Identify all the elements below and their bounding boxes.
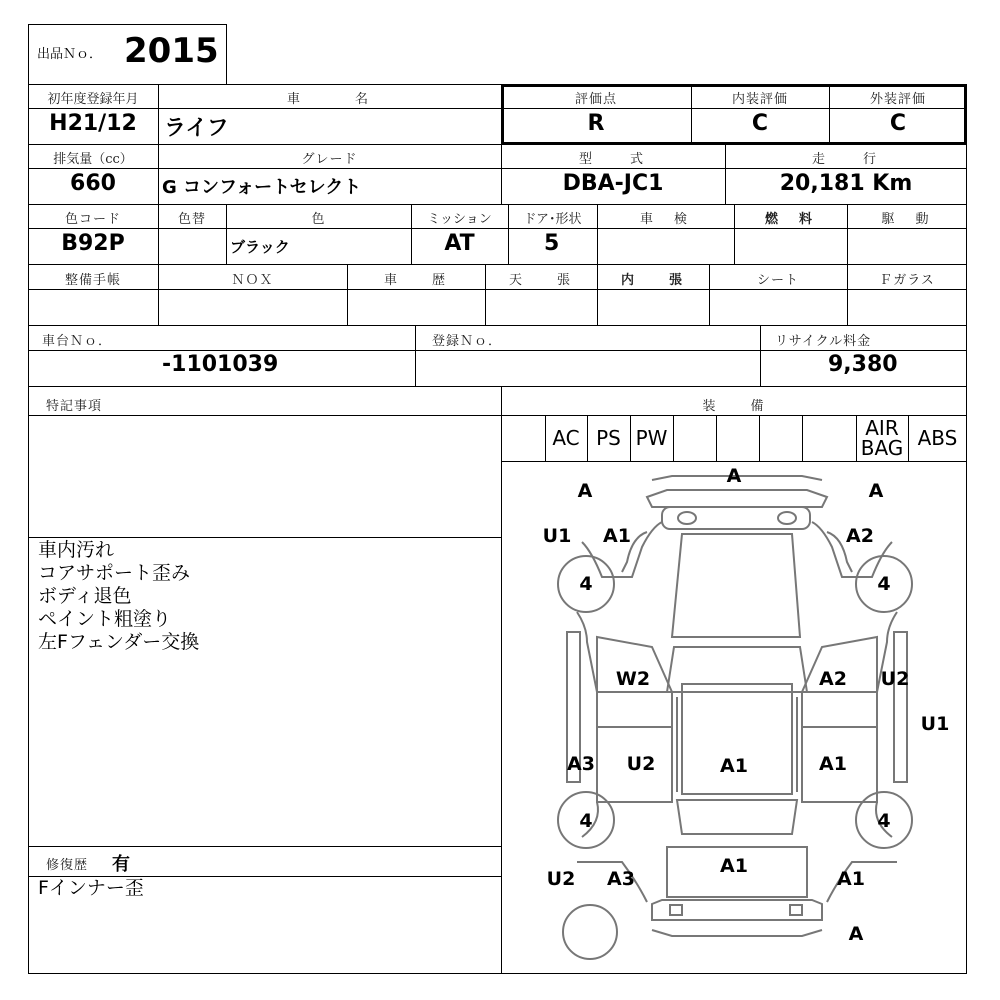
- chassis-value: -1101039: [162, 352, 279, 377]
- car-name-value: ライフ: [164, 116, 229, 141]
- interior-trim-label: 内 張: [620, 273, 685, 288]
- door-value: 5: [544, 231, 560, 256]
- displacement-label: 排気量（cc）: [53, 152, 133, 167]
- mark-a1-left-fender: A1: [603, 525, 631, 547]
- door-label: ドア･形状: [523, 212, 582, 227]
- color-code-value: B92P: [61, 231, 125, 256]
- equip-pw: PW: [635, 426, 668, 450]
- history-label: 車 歴: [383, 273, 448, 288]
- mark-u2-rear-left: U2: [546, 868, 576, 890]
- first-reg-label: 初年度登録年月: [47, 92, 139, 107]
- equip-ac: AC: [552, 426, 580, 450]
- equip-abs: ABS: [917, 426, 958, 450]
- grade-label: グレード: [301, 152, 358, 167]
- exterior-value: C: [889, 111, 907, 136]
- color-value: ブラック: [230, 238, 290, 256]
- car-name-label: 車 名: [286, 92, 372, 107]
- mark-w2: W2: [615, 668, 651, 690]
- reg-no-label: 登録Ｎｏ．: [432, 334, 503, 349]
- mileage-label: 走 行: [811, 152, 880, 167]
- equip-ps: PS: [596, 426, 621, 450]
- displacement-value: 660: [70, 171, 116, 196]
- notes-list: [38, 539, 199, 654]
- repair-history-value: 有: [112, 854, 130, 875]
- score-value: R: [587, 111, 605, 136]
- lot-label: 出品Ｎｏ．: [37, 47, 103, 62]
- note-line: コアサポート歪み: [38, 562, 191, 584]
- grade-value: G コンフォートセレクト: [162, 177, 362, 198]
- mark-a2-right-fender: A2: [846, 525, 874, 547]
- note-line: ボディ退色: [38, 585, 132, 607]
- note-line: ペイント粗塗り: [38, 608, 172, 630]
- mark-u1-right: U1: [920, 713, 950, 735]
- model-value: DBA-JC1: [562, 171, 664, 196]
- first-reg-value: H21/12: [49, 111, 137, 136]
- mark-u2-right: U2: [880, 668, 910, 690]
- fglass-label: Ｆガラス: [879, 273, 935, 288]
- mark-a1-trunk: A1: [720, 855, 748, 877]
- fuel-label: 燃 料: [764, 212, 816, 227]
- inspection-label: 車 検: [639, 212, 691, 227]
- repair-note: Fインナー歪: [38, 877, 144, 899]
- mark-front-center: A: [726, 465, 742, 487]
- recycle-value: 9,380: [828, 352, 898, 377]
- roof-lining-label: 天 張: [508, 273, 573, 288]
- nox-label: ＮＯＸ: [231, 273, 274, 288]
- interior-value: C: [751, 111, 769, 136]
- repair-history-label: 修復歴: [46, 858, 89, 873]
- mark-tire-fr: 4: [877, 573, 891, 595]
- exterior-label: 外装評価: [869, 92, 926, 107]
- drive-label: 駆 動: [881, 212, 933, 227]
- notes-label: 特記事項: [46, 399, 103, 414]
- lot-number: 2015: [124, 31, 219, 71]
- recycle-label: リサイクル料金: [775, 334, 872, 349]
- mileage-value: 20,181 Km: [779, 171, 913, 196]
- note-line: 車内汚れ: [38, 539, 115, 561]
- mark-a1-roof: A1: [720, 755, 748, 777]
- interior-label: 内装評価: [731, 92, 788, 107]
- mark-front-left: A: [577, 480, 593, 502]
- score-label: 評価点: [574, 92, 617, 107]
- note-line: 左Fフェンダー交換: [38, 631, 200, 653]
- transmission-value: AT: [444, 231, 475, 256]
- seat-label: シート: [756, 273, 799, 288]
- mark-tire-fl: 4: [579, 573, 593, 595]
- service-book-label: 整備手帳: [64, 273, 121, 288]
- chassis-label: 車台Ｎｏ．: [42, 334, 113, 349]
- mark-a1-rear-right: A1: [837, 868, 865, 890]
- mark-a3-rear-left: A3: [607, 868, 635, 890]
- repaint-label: 色替: [177, 212, 206, 227]
- mark-a2-right-door: A2: [819, 668, 847, 690]
- mark-u1-left: U1: [542, 525, 572, 547]
- mark-a1-right-rear: A1: [819, 753, 847, 775]
- mark-front-right: A: [868, 480, 884, 502]
- color-code-label: 色コード: [64, 212, 121, 227]
- mark-rear-a: A: [848, 923, 864, 945]
- mark-tire-rl: 4: [579, 810, 593, 832]
- equipment-label: 装 備: [702, 399, 767, 414]
- mark-u2-left: U2: [626, 753, 656, 775]
- color-label: 色: [311, 212, 326, 227]
- model-label: 型 式: [578, 152, 647, 167]
- transmission-label: ミッション: [427, 212, 492, 227]
- mark-a3-left: A3: [567, 753, 595, 775]
- lot-number-box: [28, 24, 227, 85]
- mark-tire-rr: 4: [877, 810, 891, 832]
- equip-airbag: AIR BAG: [860, 416, 904, 460]
